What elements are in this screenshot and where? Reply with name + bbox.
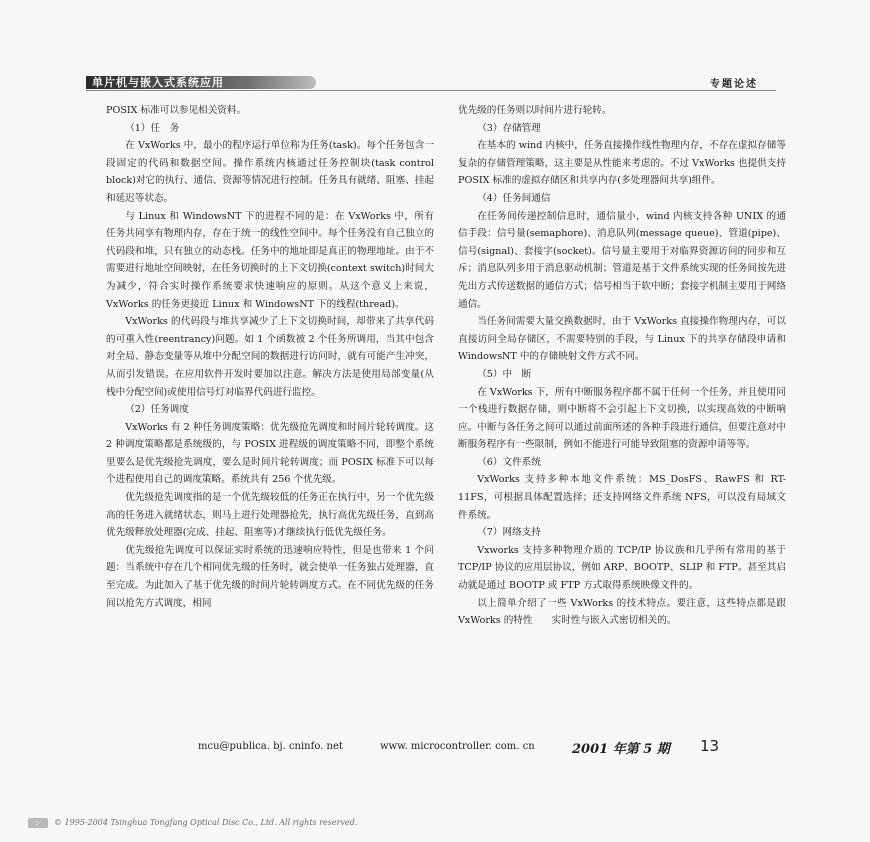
journal-name: 单片机与嵌入式系统应用 [86,76,316,89]
paragraph: 在任务间传递控制信息时，通信量小，wind 内核支持各种 UNIX 的通信手段：信号量(semaphore)、消息队列(message queue)、管道(pipe)、信号(signal)、套接字(socket)。信号量主要用于对临界资源访问的同步和互斥；消息队列多用于消息驱动机制；管道是基于文件系统实现的任务间按先进先出方式传送数据的通信方式；信号相当于软中断；套接字机制主要用于网络通信。 [458,210,786,310]
paragraph: VxWorks 的代码段与堆共享减少了上下文切换时间，却带来了共享代码的可重入性(reentrancy)问题。如 1 个函数被 2 个任务所调用，当其中包含对全局、静态变量等从堆中分配空间的数据进行访问时，就有可能产生冲突，从而引发错误。在应用软件开发时要加以注意。解决方法是使用局部变量(从栈中分配空间)或使用信号灯对临界代码进行监控。 [106,316,434,398]
section-heading: （3）存储管理 [477,122,541,134]
paragraph: VxWorks 有 2 种任务调度策略：优先级抢先调度和时间片轮转调度。这 2 种调度策略都是系统级的，与 POSIX 进程级的调度策略不同，即整个系统里要么是优先级抢先调度，要么是时间片轮转调度；而 POSIX 标准下可以每个进程使用自己的调度策略。系统共有 256 个优先级。 [106,421,434,486]
section-label: 专题论述 [710,79,758,90]
footer-email: mcu@publica. bj. cninfo. net [198,741,343,752]
footer-website: www. microcontroller. com. cn [380,741,535,752]
section-heading: （6）文件系统 [477,456,541,468]
section-heading: （4）任务间通信 [477,192,551,204]
section-heading: （1）任 务 [125,122,180,134]
paragraph: Vxworks 支持多种物理介质的 TCP/IP 协议族和几乎所有常用的基于 TCP/IP 协议的应用层协议，例如 ARP、BOOTP、SLIP 和 FTP。甚至其启动就是通过 BOOTP 或 FTP 方式取得系统映像文件的。 [458,544,786,592]
paragraph: 优先级抢先调度指的是一个优先级较低的任务正在执行中，另一个优先级高的任务进入就绪状态，则马上进行处理器抢先，执行高优先级任务，直到高优先级释放处理器(完成、挂起、阻塞等)才继续执行低优先级任务。 [106,492,434,539]
section-heading: （5）中 断 [477,368,532,380]
paragraph: 与 Linux 和 WindowsNT 下的进程不同的是：在 VxWorks 中，所有任务共同享有物理内存，存在于统一的线性空间中。每个任务没有自己独立的代码段和堆，只有独立的动态栈。任务中的地址即是真正的物理地址。由于不需要进行地址空间映射，在任务切换时的上下文切换(context switch)时间大为减少，符合实时操作系统要求快速响应的原则。从这个意义上来说，VxWorks 的任务更接近 Linux 和 WindowsNT 下的线程(thread)。 [106,210,434,310]
paragraph: 在 VxWorks 中，最小的程序运行单位称为任务(task)。每个任务包含一段固定的代码和数据空间。操作系统内核通过任务控制块(task control block)对它的执行、通信、资源等情况进行控制。任务具有就绪、阻塞、挂起和延迟等状态。 [106,140,434,204]
paragraph: POSIX 标准可以参见相关资料。 [106,105,247,116]
copyright-notice [28,818,478,832]
section-heading: （7）网络支持 [477,527,541,539]
copyright-text: © 1995-2004 Tsinghua Tongfang Optical Disc Co., Ltd. All rights reserved. [54,818,358,827]
page-number: 13 [700,737,720,755]
section-heading: （2）任务调度 [125,404,189,416]
journal-header-band [86,76,776,91]
cnki-logo-icon: ン [28,818,48,828]
page-footer [120,738,760,758]
paragraph: 当任务间需要大量交换数据时，由于 VxWorks 直接操作物理内存，可以直接访问全局存储区，不需要特别的手段，与 Linux 下的共享存储段申请和 WindowsNT 中的存储映射文件方式不同。 [458,316,786,363]
right-text-column [458,102,786,630]
left-text-column [106,102,434,612]
paragraph: 优先级的任务则以时间片进行轮转。 [458,105,612,116]
paragraph: 在 VxWorks 下，所有中断服务程序都不属于任何一个任务，并且使用同一个栈进行数据存储，则中断将不会引起上下文切换，以实现高效的中断响应。中断与各任务之间可以通过前面所述的各种手段进行通信，但要注意对中断服务程序有一些限制，例如不能进行可能导致阻塞的资源申请等等。 [458,386,786,451]
paragraph: 在基本的 wind 内核中，任务直接操作线性物理内存，不存在虚拟存储等复杂的存储管理策略，这主要是从性能来考虑的。不过 VxWorks 也提供支持 POSIX 标准的虚拟存储区和共享内存(多处理器间共享)组件。 [458,140,786,187]
footer-issue: 2001 年第 5 期 [572,742,670,757]
paragraph: 优先级抢先调度可以保证实时系统的迅速响应特性，但是也带来 1 个问题：当系统中存在几个相同优先级的任务时，就会使单一任务独占处理器，直至完成。为此加入了基于优先级的时间片轮转调度方式。在不同优先级的任务间以抢先方式调度，相同 [106,544,434,609]
paragraph: 以上简单介绍了一些 VxWorks 的技术特点。要注意，这些特点都是跟 VxWorks 的特性 实时性与嵌入式密切相关的。 [458,597,786,627]
paragraph: VxWorks 支持多种本地文件系统：MS_DosFS、RawFS 和 RT-11FS，可根据具体配置选择；还支持网络文件系统 NFS，可以没有局域文件系统。 [458,474,786,521]
